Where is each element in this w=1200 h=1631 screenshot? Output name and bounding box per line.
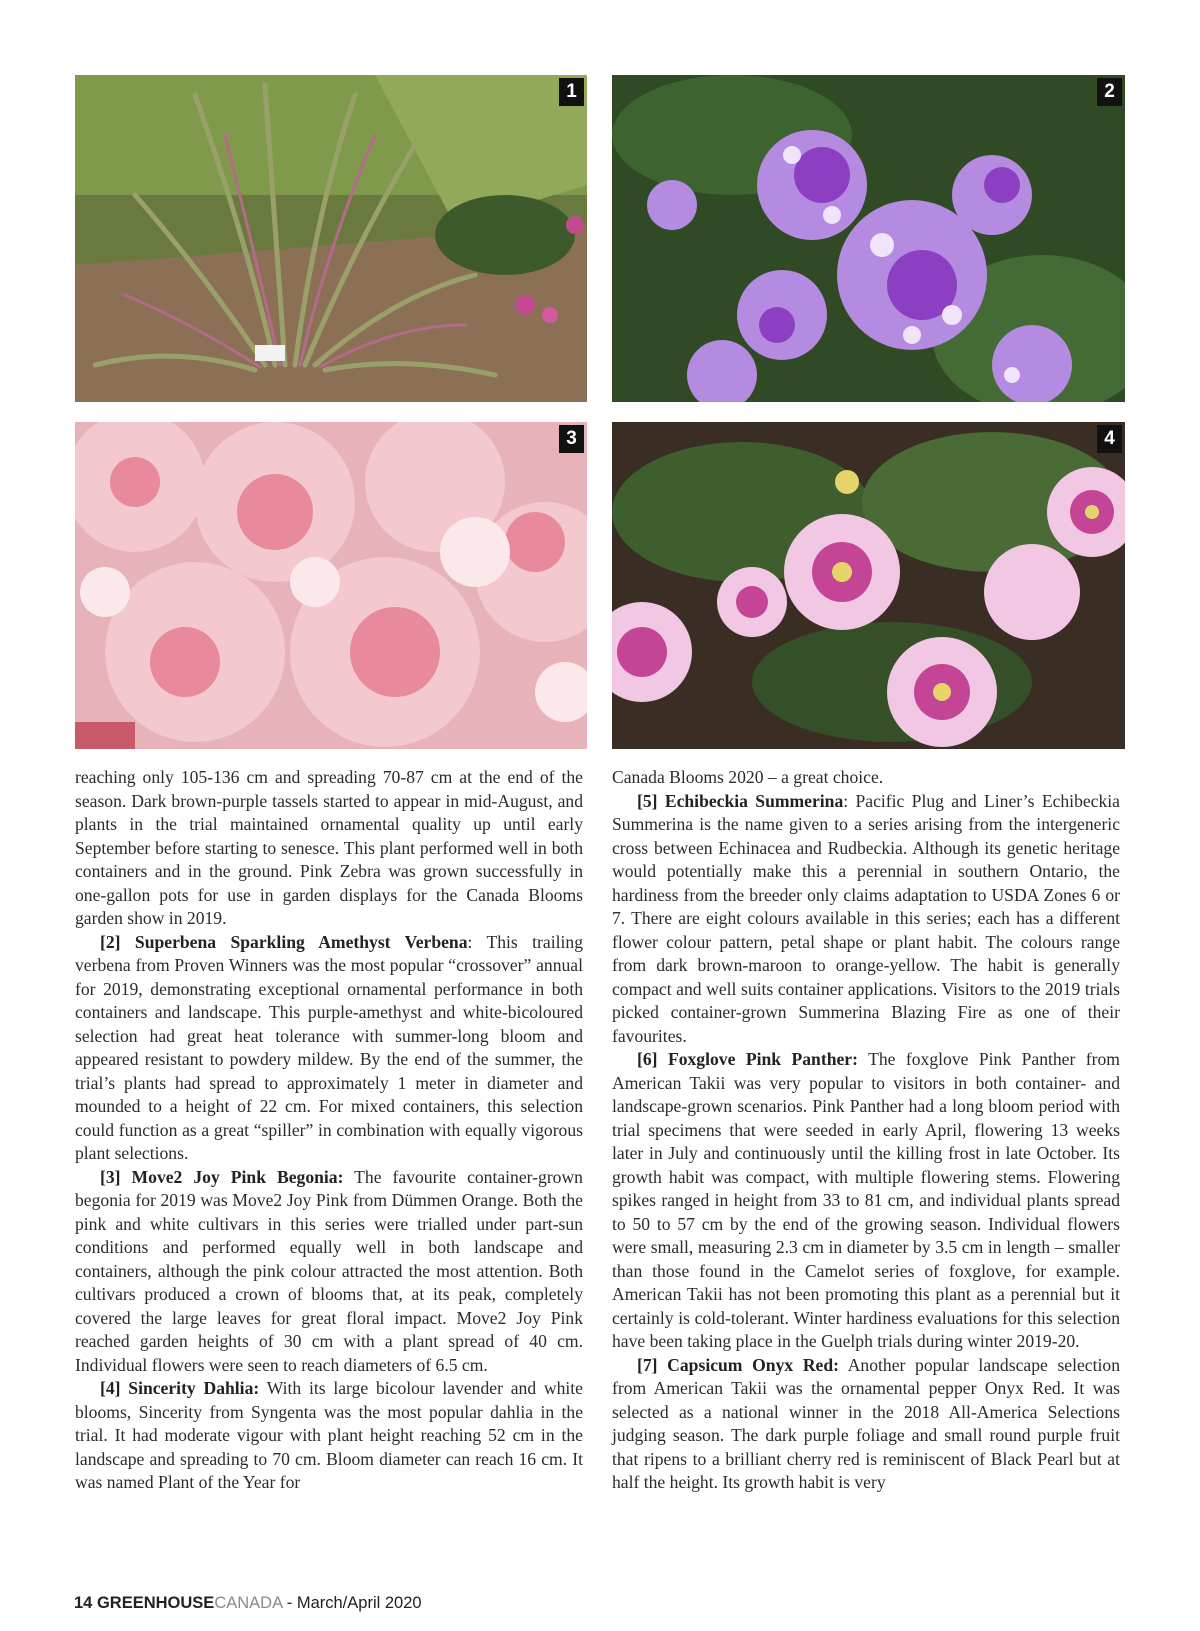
verbena-flowers-photo-icon [612, 75, 1125, 402]
photo-number-badge: 1 [559, 78, 584, 106]
photo-3 [75, 422, 587, 749]
paragraph-text: The foxglove Pink Panther from American Takii was very popular to visitors in both container- and landscape-grown scenarios. Pink Panther had a long bloom period with trial specimens that were seeded in early April, flowering 13 weeks later in July and continuously until the killing frost in late October. Its growth habit was compact, with multiple flowering stems. Flowering spikes ranged in height from 33 to 81 cm, and individual plants spread to 50 to 57 cm by the end of the growing season. Individual flowers were small, measuring 2.3 cm in diameter by 3.5 cm in length – smaller than those found in the Camelot series of foxglove, for example. American Takii has not been promoting this plant as a perennial but it certainly is cold-tolerant. Winter hardiness evaluations for this selection have been taking place in the Guelph trials during winter 2019-20. [612, 1049, 1120, 1351]
paragraph-text: Another popular landscape selection from American Takii was the ornamental pepper Onyx Red. It was selected as a national winner in the 2018 All-America Selections judging season. The dark purple foliage and small round purple fruit that ripens to a brilliant cherry red is reminiscent of Black Pearl but at half the height. Its growth habit is very [612, 1354, 1120, 1492]
photo-1 [75, 75, 587, 402]
photo-number-badge: 4 [1097, 425, 1122, 453]
ornamental-grass-photo-icon [75, 75, 587, 402]
photo-number-badge: 3 [559, 425, 584, 453]
paragraph [75, 766, 583, 931]
paragraph [75, 1166, 583, 1378]
photo-2 [612, 75, 1125, 402]
subheading: [2] Superbena Sparkling Amethyst Verbena [100, 931, 468, 952]
subheading: [6] Foxglove Pink Panther: [637, 1049, 858, 1069]
paragraph [612, 1354, 1120, 1495]
issue-date: - March/April 2020 [286, 1594, 422, 1612]
paragraph-text: Canada Blooms 2020 – a great choice. [612, 767, 884, 787]
subheading: [4] Sincerity Dahlia: [100, 1378, 260, 1398]
paragraph [612, 1048, 1120, 1354]
paragraph-text: reaching only 105-136 cm and spreading 70-87 cm at the end of the season. Dark brown-purple tassels started to appear in mid-August, and plants in the trial maintained ornamental quality up until early September before starting to senesce. This plant performed well in both containers and in the ground. Pink Zebra was grown successfully in one-gallon pots for use in garden displays for the Canada Blooms garden show in 2019. [75, 767, 583, 928]
paragraph-text: : Pacific Plug and Liner’s Echibeckia Summerina is the name given to a series arising from the intergeneric cross between Echinacea and Rudbeckia. Although its genetic heritage would potentially make this a perennial in southern Ontario, the hardiness from the breeder only claims adaptation to USDA Zones 6 or 7. There are eight colours available in this series; each has a different flower colour pattern, petal shape or plant habit. The colours range from dark brown-maroon to orange-yellow. The habit is generally compact and well suits container applications. Visitors to the 2019 trials picked container-grown Summerina Blazing Fire as one of their favourites. [612, 790, 1120, 1046]
magazine-name: GREENHOUSE [96, 1594, 215, 1612]
left-text-column [75, 766, 583, 1495]
paragraph-text: With its large bicolour lavender and white blooms, Sincerity from Syngenta was the most popular dahlia in the trial. It had moderate vigour with plant height reaching 52 cm in the landscape and spreading to 70 cm. Bloom diameter can reach 16 cm. It was named Plant of the Year for [75, 1378, 583, 1492]
paragraph [75, 1377, 583, 1495]
dahlia-flowers-photo-icon [612, 422, 1125, 749]
subheading: [3] Move2 Joy Pink Begonia: [100, 1166, 344, 1187]
paragraph [612, 790, 1120, 1049]
pink-begonia-photo-icon [75, 422, 587, 749]
photo-4 [612, 422, 1125, 749]
subheading: [7] Capsicum Onyx Red: [637, 1354, 840, 1375]
page-footer [74, 1594, 422, 1613]
right-text-column [612, 766, 1120, 1495]
paragraph-text: : This trailing verbena from Proven Winners was the most popular “crossover” annual for 2019, demonstrating exceptional ornamental performance in both containers and landscape. This purple-amethyst and white-bicoloured selection had great heat tolerance with summer-long bloom and appeared resistant to powdery mildew. By the end of the summer, the trial’s plants had spread to approximately 1 meter in diameter and mounded to a height of 22 cm. For mixed containers, this selection could function as a great “spiller” in combination with equally vigorous plant selections. [75, 931, 583, 1163]
page-number: 14 [74, 1594, 93, 1612]
paragraph [612, 766, 1120, 790]
subheading: [5] Echibeckia Summerina [637, 790, 844, 811]
photo-number-badge: 2 [1097, 78, 1122, 106]
magazine-name-suffix: CANADA [214, 1594, 283, 1612]
paragraph-text: The favourite container-grown begonia for 2019 was Move2 Joy Pink from Dümmen Orange. Both the pink and white cultivars in this series were trialled under part-sun conditions and performed equally well in both landscape and containers, although the pink colour attracted the most attention. Both cultivars produced a crown of blooms that, at its peak, completely covered the large leaves for great floral impact. Move2 Joy Pink reached garden heights of 30 cm with a plant spread of 40 cm. Individual flowers were seen to reach diameters of 6.5 cm. [75, 1166, 583, 1375]
paragraph [75, 931, 583, 1166]
